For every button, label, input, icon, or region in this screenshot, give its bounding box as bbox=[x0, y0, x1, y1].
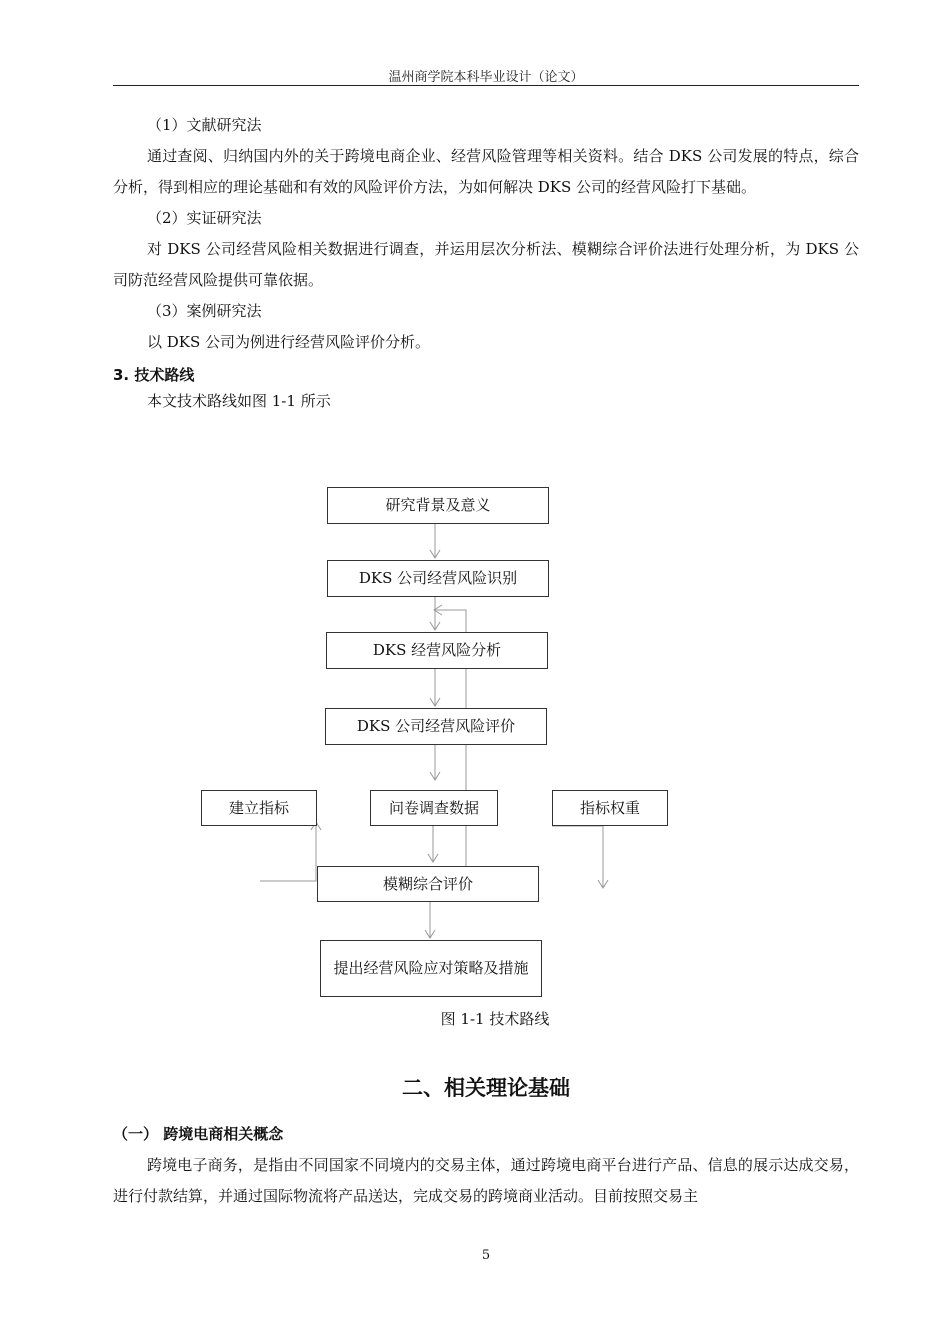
method2-text: 对 DKS 公司经营风险相关数据进行调查，并运用层次分析法、模糊综合评价法进行处理分析，为 DKS 公司防范经营风险提供可靠依据。 bbox=[113, 240, 859, 289]
page-number: 5 bbox=[481, 1248, 491, 1263]
body-text bbox=[113, 110, 859, 414]
section3-heading: 3. 技术路线 bbox=[113, 366, 195, 384]
arrowhead-5 bbox=[428, 854, 438, 862]
arrowhead-4 bbox=[430, 772, 440, 780]
chapter2-section bbox=[113, 1122, 859, 1212]
section3-text: 本文技术路线如图 1-1 所示 bbox=[147, 392, 331, 410]
node-countermeasures: 提出经营风险应对策略及措施 bbox=[320, 940, 542, 997]
method2-title: （2）实证研究法 bbox=[147, 209, 262, 227]
node-fuzzy: 模糊综合评价 bbox=[317, 866, 539, 902]
subsection-paragraph: 跨境电子商务，是指由不同国家不同境内的交易主体，通过跨境电商平台进行产品、信息的展示达成交易，进行付款结算，并通过国际物流将产品送达，完成交易的跨境商业活动。目前按照交易主 bbox=[113, 1156, 859, 1205]
arrowhead-2 bbox=[430, 622, 440, 630]
arrowhead-weight bbox=[598, 880, 608, 888]
chapter-title: 二、相关理论基础 bbox=[402, 1076, 570, 1100]
node-background: 研究背景及意义 bbox=[327, 487, 549, 524]
method3-text: 以 DKS 公司为例进行经营风险评价分析。 bbox=[147, 333, 431, 351]
page-header: 温州商学院本科毕业设计（论文） bbox=[388, 70, 584, 85]
figure-caption: 图 1-1 技术路线 bbox=[440, 1010, 550, 1028]
node-build-index: 建立指标 bbox=[201, 790, 317, 826]
method3-title: （3）案例研究法 bbox=[147, 302, 262, 320]
weight-line bbox=[552, 826, 603, 888]
arrowhead-6 bbox=[425, 930, 435, 938]
node-index-weight: 指标权重 bbox=[552, 790, 668, 826]
method1-title: （1）文献研究法 bbox=[147, 116, 262, 134]
method1-text: 通过查阅、归纳国内外的关于跨境电商企业、经营风险管理等相关资料。结合 DKS 公司发展的特点，综合分析，得到相应的理论基础和有效的风险评价方法，为如何解决 DKS 公司的经营风险打下基础。 bbox=[113, 147, 859, 196]
arrowhead-feedback bbox=[434, 605, 442, 615]
header-rule bbox=[113, 85, 859, 86]
node-identify: DKS 公司经营风险识别 bbox=[327, 560, 549, 597]
arrowhead-3 bbox=[430, 698, 440, 706]
arrowhead-1 bbox=[430, 550, 440, 558]
node-questionnaire: 问卷调查数据 bbox=[370, 790, 498, 826]
build-index-line bbox=[260, 822, 316, 881]
node-evaluation: DKS 公司经营风险评价 bbox=[325, 708, 547, 745]
node-analysis: DKS 经营风险分析 bbox=[326, 632, 548, 669]
subsection-title: （一） 跨境电商相关概念 bbox=[113, 1125, 284, 1143]
